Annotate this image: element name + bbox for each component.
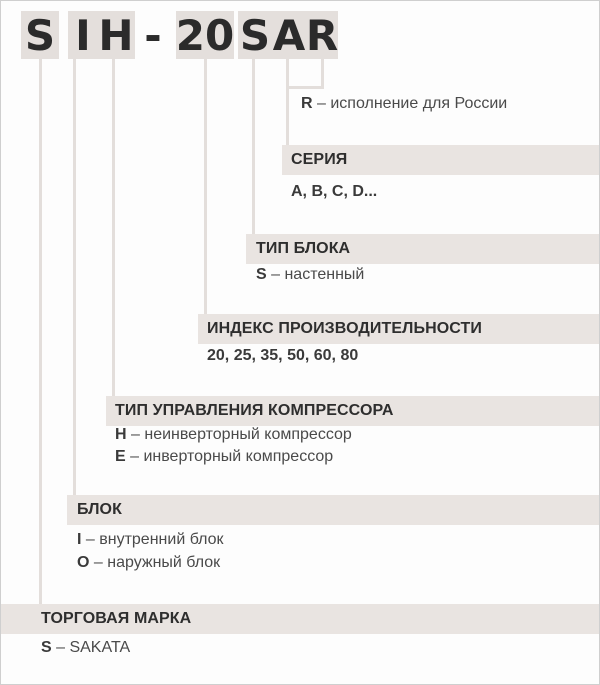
- connector-compressor: [112, 59, 115, 396]
- compressor-item-h-text: – неинверторный компрессор: [126, 426, 352, 443]
- unit-type-line: [256, 266, 364, 284]
- compressor-item-e-text: – инверторный компрессор: [125, 448, 334, 465]
- code-letter-unit-type: S: [239, 10, 271, 60]
- block-bar: [67, 495, 599, 525]
- connector-block: [73, 59, 76, 497]
- block-item-i-key: I: [77, 531, 82, 548]
- code-letter-compressor: H: [98, 10, 134, 60]
- connector-series: [286, 59, 289, 145]
- code-letter-region: R: [305, 10, 339, 60]
- block-item-o-text: – наружный блок: [89, 554, 221, 571]
- brand-text: – SAKATA: [51, 639, 131, 656]
- series-values: A, B, C, D...: [291, 183, 378, 200]
- code-dash: -: [144, 10, 162, 60]
- compressor-item-h: [115, 426, 352, 444]
- unit-type-title: ТИП БЛОКА: [256, 240, 351, 257]
- brand-title: ТОРГОВАЯ МАРКА: [41, 610, 192, 627]
- capacity-values: 20, 25, 35, 50, 60, 80: [207, 347, 359, 364]
- block-title: БЛОК: [77, 501, 122, 518]
- connector-region: [321, 59, 324, 89]
- connector-unit-type: [252, 59, 255, 234]
- region-line: [301, 95, 507, 113]
- region-text: – исполнение для России: [312, 95, 508, 112]
- block-item-o-key: O: [77, 554, 90, 571]
- series-title: СЕРИЯ: [291, 151, 348, 168]
- connector-brand: [39, 59, 42, 604]
- compressor-item-h-key: H: [115, 426, 127, 443]
- compressor-title: ТИП УПРАВЛЕНИЯ КОМПРЕССОРА: [115, 402, 394, 419]
- region-key: R: [301, 95, 313, 112]
- compressor-item-e: [115, 448, 333, 466]
- connector-capacity: [204, 59, 207, 314]
- code-letter-block: I: [68, 11, 98, 59]
- code-letter-series: A: [272, 10, 306, 60]
- capacity-title: ИНДЕКС ПРОИЗВОДИТЕЛЬНОСТИ: [207, 320, 482, 337]
- compressor-item-e-key: E: [115, 448, 126, 465]
- brand-line: [41, 639, 130, 657]
- unit-type-text: – настенный: [266, 266, 365, 283]
- brand-key: S: [41, 639, 52, 656]
- block-item-i-text: – внутренний блок: [81, 531, 224, 548]
- code-capacity: 20: [175, 10, 235, 60]
- unit-type-key: S: [256, 266, 267, 283]
- code-letter-brand: S: [21, 11, 59, 59]
- block-item-o: [77, 554, 220, 572]
- connector-region-hook: [286, 86, 321, 89]
- block-item-i: [77, 531, 224, 549]
